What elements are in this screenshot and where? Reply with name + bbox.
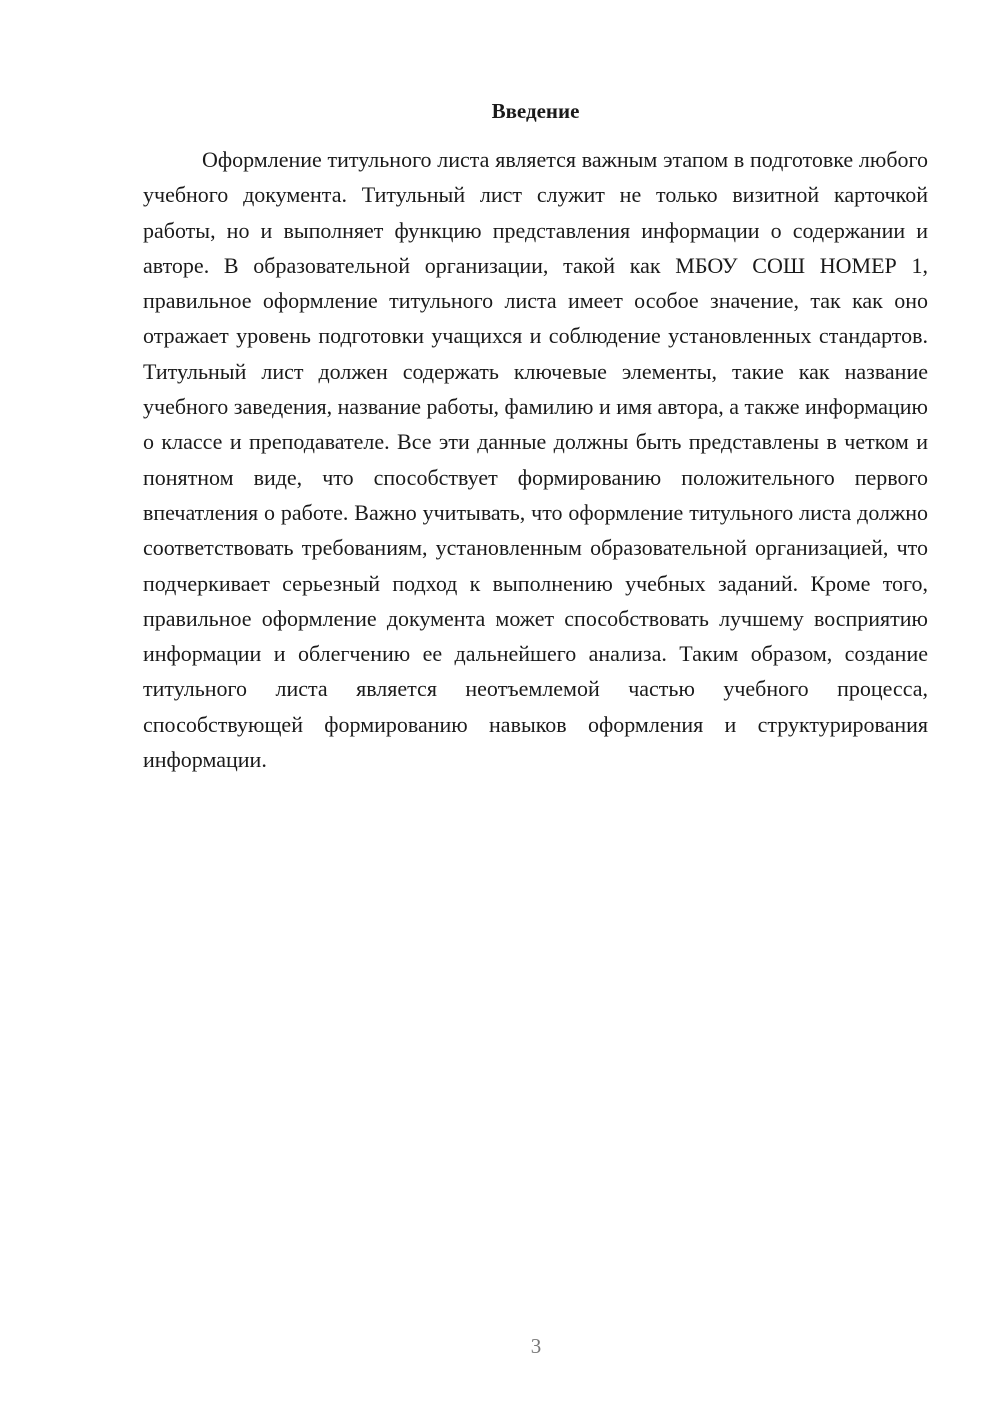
body-paragraph: Оформление титульного листа является важным этапом в подготовке любого учебного документа. Титульный лист служит не только визитной карточкой работы, но и выполняет функцию представления информации о содержании и авторе. В образовательной организации, такой как МБОУ СОШ НОМЕР 1, правильное оформление титульного листа имеет особое значение, так как оно отражает уровень подготовки учащихся и соблюдение установленных стандартов. Титульный лист должен содержать ключевые элементы, такие как название учебного заведения, название работы, фамилию и имя автора, а также информацию о классе и преподавателе. Все эти данные должны быть представлены в четком и понятном виде, что способствует формированию положительного первого впечатления о работе. Важно учитывать, что оформление титульного листа должно соответствовать требованиям, установленным образовательной организацией, что подчеркивает серьезный подход к выполнению учебных заданий. Кроме того, правильное оформление документа может способствовать лучшему восприятию информации и облегчению ее дальнейшего анализа. Таким образом, создание титульного листа является неотъемлемой частью учебного процесса, способствующей формированию навыков оформления и структурирования информации.	[143, 147, 928, 773]
page-number: 3	[530, 1334, 542, 1358]
section-heading: Введение	[491, 99, 580, 123]
